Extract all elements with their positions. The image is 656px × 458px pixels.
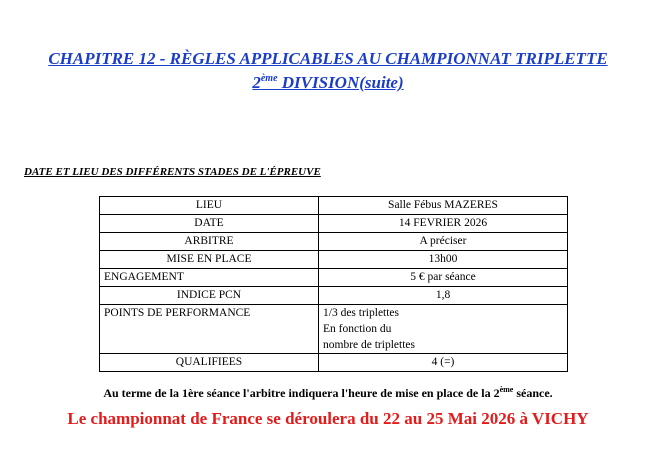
row-value-lieu: Salle Fébus MAZERES <box>319 197 568 215</box>
session-note-text: Au terme de la 1ère séance l'arbitre indiquera l'heure de mise en place de la 2 <box>103 386 500 400</box>
table-row <box>100 251 568 269</box>
table-row <box>100 305 568 354</box>
points-line: nombre de triplettes <box>323 339 415 351</box>
row-label-date: DATE <box>100 215 319 233</box>
table-row <box>100 215 568 233</box>
row-value-date: 14 FEVRIER 2026 <box>319 215 568 233</box>
session-note <box>0 386 656 401</box>
table-row <box>100 287 568 305</box>
session-note-end: séance. <box>513 386 553 400</box>
championship-announcement: Le championnat de France se déroulera du 22 au 25 Mai 2026 à VICHY <box>67 409 589 428</box>
division-superscript: ème <box>260 73 278 84</box>
table-row <box>100 354 568 372</box>
table-row <box>100 233 568 251</box>
chapter-title: CHAPITRE 12 - RÈGLES APPLICABLES AU CHAMPIONNAT TRIPLETTE <box>48 49 608 68</box>
row-label-points-performance: POINTS DE PERFORMANCE <box>100 305 319 354</box>
division-number: 2 <box>252 73 261 92</box>
event-info-table <box>99 196 568 372</box>
section-heading: DATE ET LIEU DES DIFFÉRENTS STADES DE L'ÉPREUVE <box>24 166 321 178</box>
row-value-points-performance <box>319 305 568 354</box>
row-value-engagement: 5 € par séance <box>319 269 568 287</box>
row-label-engagement: ENGAGEMENT <box>100 269 319 287</box>
division-label: DIVISION(suite) <box>277 73 404 92</box>
row-value-indice-pcn: 1,8 <box>319 287 568 305</box>
row-value-mise-en-place: 13h00 <box>319 251 568 269</box>
row-value-qualifiees: 4 (=) <box>319 354 568 372</box>
row-label-arbitre: ARBITRE <box>100 233 319 251</box>
table-row <box>100 197 568 215</box>
row-label-mise-en-place: MISE EN PLACE <box>100 251 319 269</box>
row-label-indice-pcn: INDICE PCN <box>100 287 319 305</box>
session-note-superscript: ème <box>499 385 514 394</box>
points-line: En fonction du <box>323 323 392 335</box>
points-line: 1/3 des triplettes <box>323 307 400 319</box>
table-row <box>100 269 568 287</box>
row-label-lieu: LIEU <box>100 197 319 215</box>
row-value-arbitre: A préciser <box>319 233 568 251</box>
chapter-subtitle <box>0 72 656 94</box>
row-label-qualifiees: QUALIFIEES <box>100 354 319 372</box>
